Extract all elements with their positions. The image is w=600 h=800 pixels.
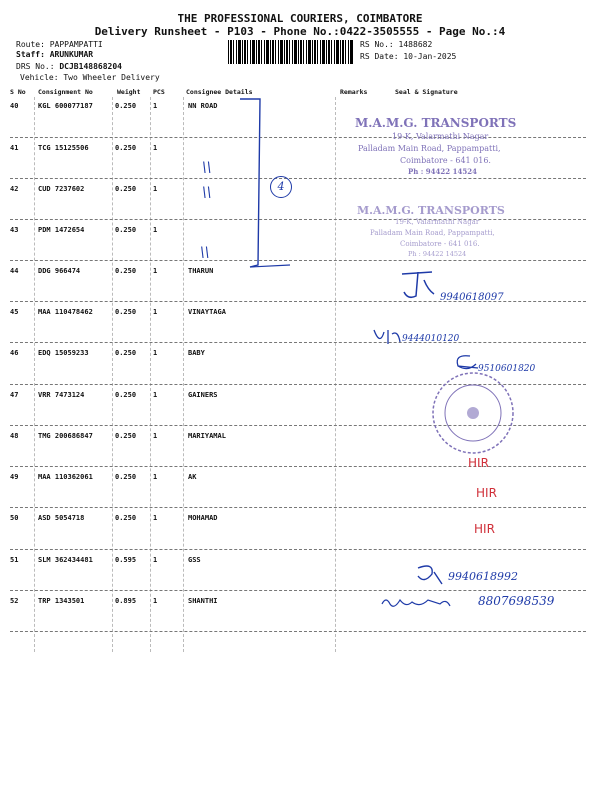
remark-hir: HIR (476, 486, 497, 500)
staff-line (16, 50, 93, 60)
signature-scribble (398, 268, 438, 302)
row-pcs: 1 (153, 102, 158, 110)
row-divider (10, 631, 586, 632)
row-sno: 45 (10, 308, 19, 316)
row-consignee: MARIYAMAL (188, 432, 226, 440)
company-stamp-phone: Ph : 94422 14524 (408, 167, 477, 176)
barcode-image (228, 40, 354, 64)
staff-label: Staff: (16, 50, 45, 59)
col-consignment-header: Consignment No (38, 88, 93, 96)
row-weight: 0.250 (115, 144, 137, 152)
row-weight: 0.250 (115, 308, 137, 316)
row-pcs: 1 (153, 514, 158, 522)
signature-scribble (414, 562, 444, 588)
signature-scribble (450, 352, 480, 378)
rs-date-label: RS Date: (360, 52, 399, 61)
row-pcs: 1 (153, 144, 158, 152)
signature-scribble (380, 594, 456, 612)
ditto-mark: \\ (202, 160, 212, 176)
row-pcs: 1 (153, 267, 158, 275)
company-stamp-address: Coimbatore - 641 016. (400, 156, 491, 165)
row-consignment: KGL 600077187 (38, 102, 93, 110)
company-stamp-address: Palladam Main Road, Pappampatti, (370, 229, 495, 237)
table-row (0, 303, 600, 343)
round-seal-stamp (430, 370, 516, 456)
table-row (0, 509, 600, 549)
row-pcs: 1 (153, 597, 158, 605)
table-row (0, 180, 600, 220)
receiver-phone: 9940618097 (440, 292, 504, 303)
runsheet-title: Delivery Runsheet - P103 - Phone No.:0422-3505555 - Page No.:4 (94, 25, 506, 38)
staff-value: ARUNKUMAR (49, 50, 94, 59)
route-label: Route: (16, 40, 45, 49)
row-consignee: SHANTHI (188, 597, 218, 605)
table-row (0, 221, 600, 261)
table-row (0, 139, 600, 179)
row-weight: 0.250 (115, 267, 137, 275)
row-consignee: AK (188, 473, 197, 481)
rs-no-label: RS No.: (360, 40, 394, 49)
receiver-phone: 8807698539 (478, 594, 555, 608)
row-consignee: BABY (188, 349, 205, 357)
row-pcs: 1 (153, 556, 158, 564)
rs-date-line (360, 52, 456, 62)
rs-date-value: 10-Jan-2025 (403, 52, 457, 61)
circled-count: 4 (270, 176, 292, 198)
table-row (0, 468, 600, 508)
row-sno: 48 (10, 432, 19, 440)
drs-value: DCJB148868204 (59, 62, 122, 71)
drs-line (16, 62, 122, 72)
row-consignment: TRP 1343501 (38, 597, 85, 605)
company-title: THE PROFESSIONAL COURIERS, COIMBATORE (177, 12, 423, 25)
rs-no-line (360, 40, 432, 50)
row-weight: 0.250 (115, 514, 137, 522)
table-row (0, 262, 600, 302)
row-weight: 0.250 (115, 391, 137, 399)
row-sno: 42 (10, 185, 19, 193)
row-consignee: VINAYTAGA (188, 308, 226, 316)
row-consignee: NN ROAD (188, 102, 218, 110)
row-consignee: MOHAMAD (188, 514, 218, 522)
row-sno: 51 (10, 556, 19, 564)
receiver-phone: 9940618992 (448, 570, 518, 583)
vehicle-label: Vehicle: (20, 73, 59, 82)
row-sno: 46 (10, 349, 19, 357)
row-weight: 0.895 (115, 597, 137, 605)
row-divider (10, 466, 586, 467)
remark-hir: HIR (468, 456, 489, 470)
receiver-phone: 9510601820 (478, 364, 536, 374)
col-consignee-header: Consignee Details (186, 88, 253, 96)
receiver-phone: 9444010120 (402, 334, 460, 344)
col-weight-header: Weight (117, 88, 141, 96)
vehicle-line (20, 73, 160, 83)
col-sno-header: S No (10, 88, 26, 96)
row-consignment: DDG 966474 (38, 267, 81, 275)
route-value: PAPPAMPATTI (49, 40, 103, 49)
row-consignment: ASD 5054718 (38, 514, 85, 522)
row-consignment: PDM 1472654 (38, 226, 85, 234)
row-weight: 0.250 (115, 226, 137, 234)
row-divider (10, 507, 586, 508)
row-consignment: SLM 362434481 (38, 556, 93, 564)
rs-no-value: 1488682 (398, 40, 433, 49)
row-sno: 47 (10, 391, 19, 399)
col-pcs-header: PCS (153, 88, 165, 96)
route-line (16, 40, 103, 50)
row-sno: 40 (10, 102, 19, 110)
row-consignee: GAINERS (188, 391, 218, 399)
row-divider (10, 590, 586, 591)
company-stamp-name: M.A.M.G. TRANSPORTS (355, 116, 517, 130)
row-sno: 49 (10, 473, 19, 481)
remark-hir: HIR (474, 522, 495, 536)
row-weight: 0.250 (115, 432, 137, 440)
row-consignment: MAA 110478462 (38, 308, 93, 316)
company-stamp-name: M.A.M.G. TRANSPORTS (357, 204, 505, 217)
row-consignment: VRR 7473124 (38, 391, 85, 399)
vehicle-value: Two Wheeler Delivery (63, 73, 160, 82)
row-weight: 0.250 (115, 349, 137, 357)
row-weight: 0.250 (115, 185, 137, 193)
row-pcs: 1 (153, 308, 158, 316)
row-pcs: 1 (153, 473, 158, 481)
row-consignment: TMG 200686847 (38, 432, 93, 440)
row-sno: 52 (10, 597, 19, 605)
row-divider (10, 342, 586, 343)
row-consignment: MAA 110362061 (38, 473, 93, 481)
row-pcs: 1 (153, 226, 158, 234)
row-sno: 41 (10, 144, 19, 152)
row-weight: 0.595 (115, 556, 137, 564)
row-sno: 43 (10, 226, 19, 234)
row-sno: 50 (10, 514, 19, 522)
row-consignment: TCG 15125506 (38, 144, 89, 152)
row-pcs: 1 (153, 185, 158, 193)
col-remarks-header: Remarks (340, 88, 368, 96)
ditto-mark: \\ (202, 185, 212, 201)
company-stamp-address: 19-K, Valarmathi Nagar (392, 132, 489, 141)
company-stamp-address: Coimbatore - 641 016. (400, 240, 480, 248)
row-sno: 44 (10, 267, 19, 275)
signature-scribble (372, 326, 402, 348)
row-divider (10, 549, 586, 550)
row-consignment: EDQ 15059233 (38, 349, 89, 357)
row-pcs: 1 (153, 391, 158, 399)
col-seal-header: Seal & Signature (395, 88, 458, 96)
row-consignee: GSS (188, 556, 201, 564)
row-consignee: THARUN (188, 267, 214, 275)
row-weight: 0.250 (115, 473, 137, 481)
company-stamp-address: Palladam Main Road, Pappampatti, (358, 144, 501, 153)
row-pcs: 1 (153, 432, 158, 440)
row-weight: 0.250 (115, 102, 137, 110)
company-stamp-phone: Ph : 94422 14524 (408, 250, 467, 258)
ditto-mark: \\ (200, 245, 210, 261)
row-consignment: CUD 7237602 (38, 185, 85, 193)
drs-label: DRS No.: (16, 62, 55, 71)
company-stamp-address: 19-K, Valarmathi Nagar (395, 218, 480, 226)
row-pcs: 1 (153, 349, 158, 357)
